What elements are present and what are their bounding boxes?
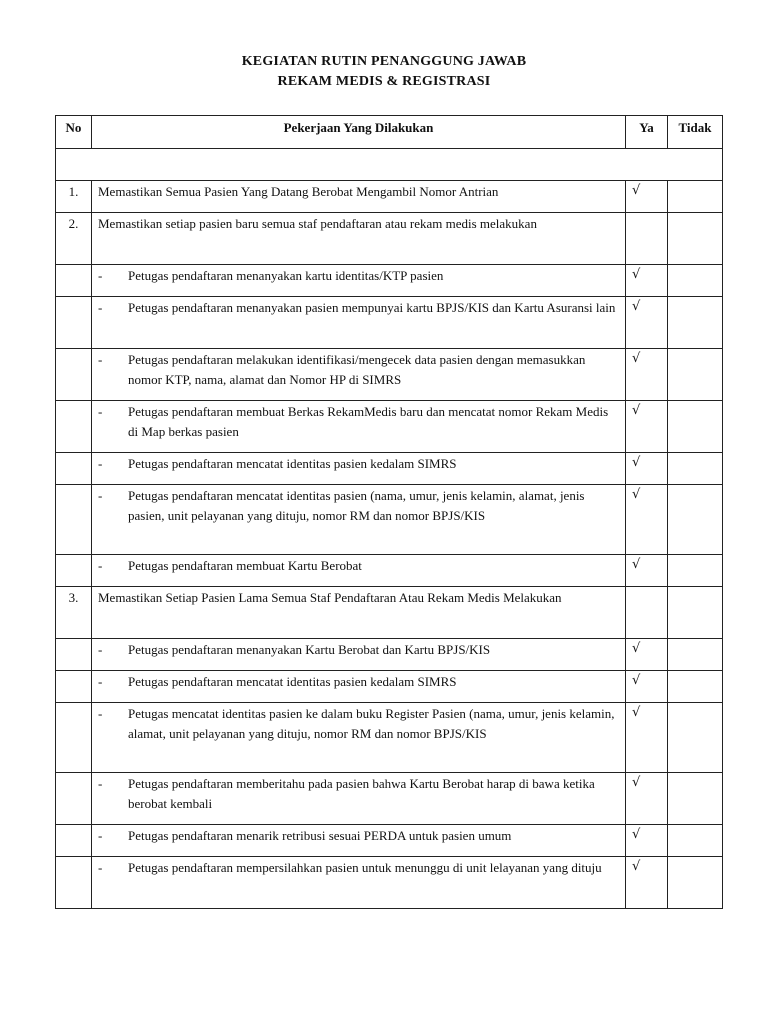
- item-dash: -: [98, 300, 103, 315]
- header-ya: Ya: [626, 116, 668, 149]
- table-row: [56, 213, 723, 265]
- tidak-cell: [668, 265, 723, 297]
- row-number: [56, 453, 92, 485]
- title-line-2: REKAM MEDIS & REGISTRASI: [277, 74, 491, 89]
- tidak-cell: [668, 181, 723, 213]
- task-text: Petugas pendaftaran membuat Berkas RekamMedis baru dan mencatat nomor Rekam Medis di Map berkas pasien: [128, 404, 609, 439]
- ya-check: √: [626, 773, 668, 825]
- task-item: [92, 297, 626, 349]
- row-number: [56, 349, 92, 401]
- empty-cell: [56, 149, 723, 181]
- table-row: [56, 671, 723, 703]
- row-number: 2.: [56, 213, 92, 265]
- ya-check: √: [626, 181, 668, 213]
- row-number: [56, 555, 92, 587]
- ya-check: √: [626, 401, 668, 453]
- ya-check: √: [626, 825, 668, 857]
- task-item: [92, 555, 626, 587]
- row-number: [56, 773, 92, 825]
- row-number: [56, 857, 92, 909]
- row-number: [56, 671, 92, 703]
- row-number: [56, 265, 92, 297]
- ya-check: √: [626, 555, 668, 587]
- header-task: Pekerjaan Yang Dilakukan: [92, 116, 626, 149]
- row-number: [56, 825, 92, 857]
- task-item: [92, 703, 626, 773]
- task-item: [92, 857, 626, 909]
- ya-check: √: [626, 639, 668, 671]
- tidak-cell: [668, 349, 723, 401]
- task-text: Petugas pendaftaran membuat Kartu Berobat: [128, 558, 362, 573]
- table-row: [56, 773, 723, 825]
- task-item: [92, 773, 626, 825]
- ya-check: [626, 587, 668, 639]
- table-row: [56, 485, 723, 555]
- task-item: [92, 401, 626, 453]
- table-row: [56, 587, 723, 639]
- task-text: Memastikan Semua Pasien Yang Datang Berobat Mengambil Nomor Antrian: [92, 181, 626, 213]
- table-row: [56, 857, 723, 909]
- task-item: [92, 671, 626, 703]
- tidak-cell: [668, 703, 723, 773]
- row-number: 3.: [56, 587, 92, 639]
- task-item: [92, 265, 626, 297]
- item-dash: -: [98, 674, 103, 689]
- tidak-cell: [668, 453, 723, 485]
- task-text: Petugas pendaftaran menarik retribusi sesuai PERDA untuk pasien umum: [128, 828, 512, 843]
- ya-check: √: [626, 857, 668, 909]
- item-dash: -: [98, 828, 103, 843]
- task-text: Petugas pendaftaran mencatat identitas pasien kedalam SIMRS: [128, 456, 457, 471]
- ya-check: √: [626, 453, 668, 485]
- tidak-cell: [668, 401, 723, 453]
- item-dash: -: [98, 488, 103, 503]
- table-row: [56, 555, 723, 587]
- header-tidak: Tidak: [668, 116, 723, 149]
- item-dash: -: [98, 456, 103, 471]
- task-text: Petugas mencatat identitas pasien ke dalam buku Register Pasien (nama, umur, jenis kelamin, alamat, unit pelayanan yang dituju, nomor RM dan nomor BPJS/KIS: [128, 706, 615, 741]
- task-text: Petugas pendaftaran mencatat identitas pasien kedalam SIMRS: [128, 674, 457, 689]
- task-text: Petugas pendaftaran memberitahu pada pasien bahwa Kartu Berobat harap di bawa ketika berobat kembali: [128, 776, 595, 811]
- empty-row: [56, 149, 723, 181]
- ya-check: √: [626, 485, 668, 555]
- ya-check: √: [626, 297, 668, 349]
- table-row: [56, 639, 723, 671]
- tidak-cell: [668, 825, 723, 857]
- task-item: [92, 639, 626, 671]
- table-row: [56, 349, 723, 401]
- task-text: Petugas pendaftaran mencatat identitas pasien (nama, umur, jenis kelamin, alamat, jenis pasien, unit pelayanan yang dituju, nomor RM dan nomor BPJS/KIS: [128, 488, 585, 523]
- tidak-cell: [668, 555, 723, 587]
- tidak-cell: [668, 857, 723, 909]
- table-row: [56, 401, 723, 453]
- ya-check: √: [626, 349, 668, 401]
- item-dash: -: [98, 706, 103, 721]
- table-row: [56, 181, 723, 213]
- task-item: [92, 485, 626, 555]
- row-number: [56, 703, 92, 773]
- task-item: [92, 453, 626, 485]
- table-row: [56, 825, 723, 857]
- row-number: [56, 401, 92, 453]
- task-text: Memastikan setiap pasien baru semua staf pendaftaran atau rekam medis melakukan: [92, 213, 626, 265]
- tidak-cell: [668, 297, 723, 349]
- tidak-cell: [668, 671, 723, 703]
- task-text: Memastikan Setiap Pasien Lama Semua Staf Pendaftaran Atau Rekam Medis Melakukan: [92, 587, 626, 639]
- item-dash: -: [98, 404, 103, 419]
- task-text: Petugas pendaftaran menanyakan Kartu Berobat dan Kartu BPJS/KIS: [128, 642, 491, 657]
- tidak-cell: [668, 485, 723, 555]
- row-number: [56, 639, 92, 671]
- tidak-cell: [668, 773, 723, 825]
- item-dash: -: [98, 268, 103, 283]
- table-row: [56, 265, 723, 297]
- header-no: No: [56, 116, 92, 149]
- task-text: Petugas pendaftaran menanyakan kartu identitas/KTP pasien: [128, 268, 444, 283]
- task-text: Petugas pendaftaran menanyakan pasien mempunyai kartu BPJS/KIS dan Kartu Asuransi lain: [128, 300, 616, 315]
- task-text: Petugas pendaftaran melakukan identifikasi/mengecek data pasien dengan memasukkan nomor KTP, nama, alamat dan Nomor HP di SIMRS: [128, 352, 586, 387]
- item-dash: -: [98, 860, 103, 875]
- ya-check: √: [626, 265, 668, 297]
- row-number: 1.: [56, 181, 92, 213]
- page-title: [0, 52, 768, 92]
- header-row: [56, 116, 723, 149]
- title-line-1: KEGIATAN RUTIN PENANGGUNG JAWAB: [241, 54, 527, 69]
- table-row: [56, 703, 723, 773]
- tidak-cell: [668, 213, 723, 265]
- ya-check: √: [626, 671, 668, 703]
- task-item: [92, 825, 626, 857]
- item-dash: -: [98, 558, 103, 573]
- task-item: [92, 349, 626, 401]
- table-row: [56, 297, 723, 349]
- row-number: [56, 297, 92, 349]
- row-number: [56, 485, 92, 555]
- item-dash: -: [98, 642, 103, 657]
- task-text: Petugas pendaftaran mempersilahkan pasien untuk menunggu di unit lelayanan yang dituju: [128, 860, 602, 875]
- item-dash: -: [98, 352, 103, 367]
- checklist-table: [55, 115, 723, 909]
- table-row: [56, 453, 723, 485]
- ya-check: [626, 213, 668, 265]
- ya-check: √: [626, 703, 668, 773]
- item-dash: -: [98, 776, 103, 791]
- tidak-cell: [668, 587, 723, 639]
- tidak-cell: [668, 639, 723, 671]
